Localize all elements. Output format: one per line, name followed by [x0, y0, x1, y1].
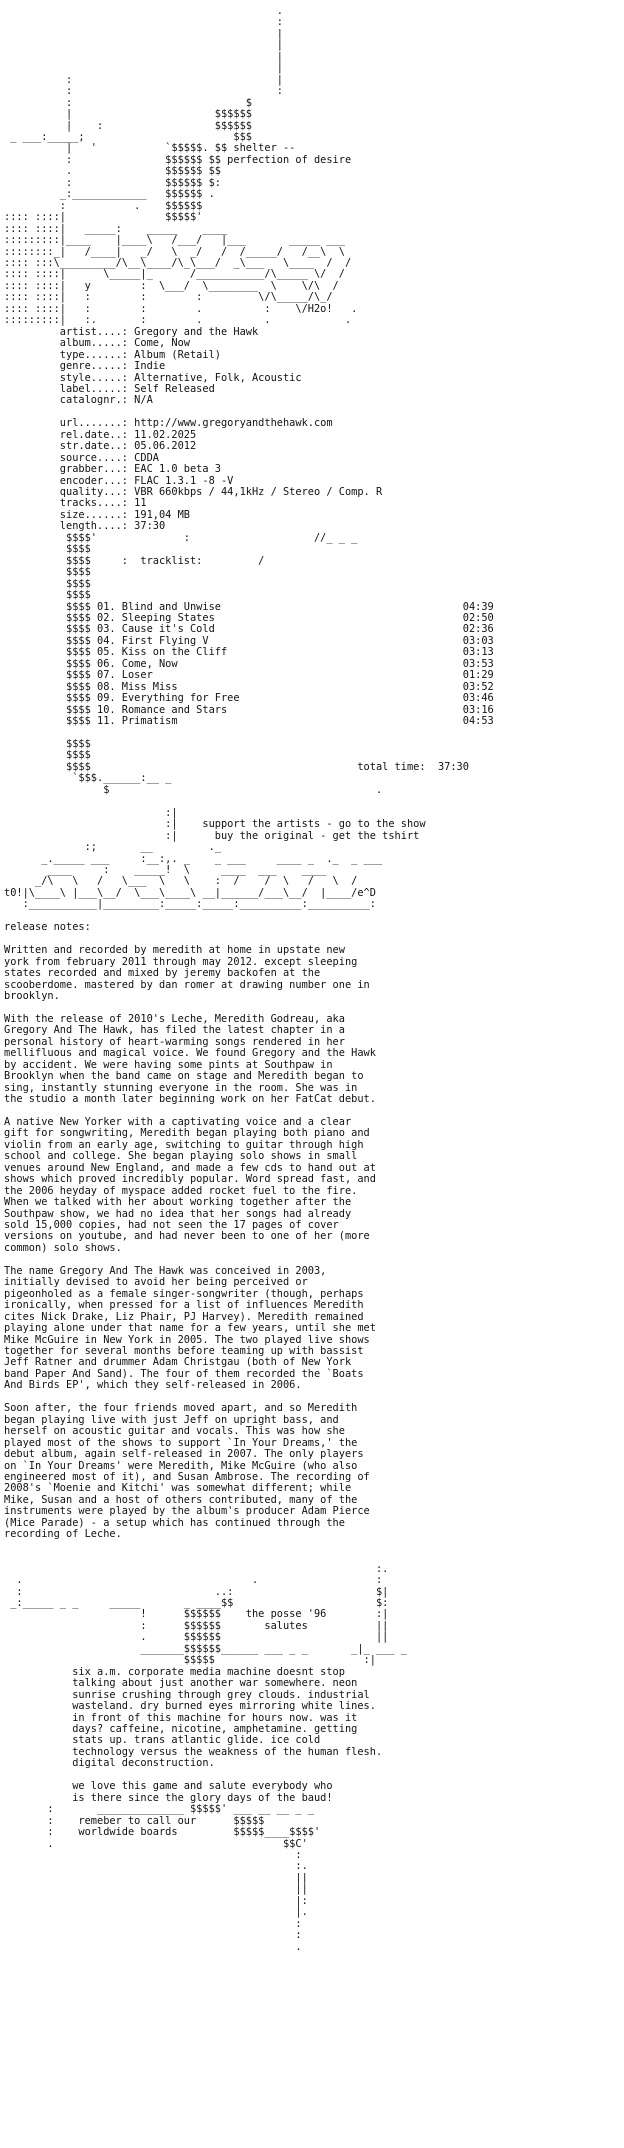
- info-block-line: url.......: http://www.gregoryandthehawk.com: [59, 417, 333, 430]
- release-notes-line: The name Gregory And The Hawk was conceived in 2003,: [4, 1264, 327, 1277]
- track-head-line: $$$$: [4, 589, 91, 602]
- release-notes-line: And Birds EP', which they self-released in 2006.: [4, 1379, 302, 1392]
- release-notes-line: gift for songwriting, Meredith began playing both piano and: [4, 1127, 370, 1140]
- release-notes-line: Gregory And The Hawk, has filed the latest chapter in a: [4, 1024, 345, 1037]
- header-art-line: | : $$$$$$: [65, 119, 252, 132]
- header-art-line: :::: ::::| y : \___/ \________ \ \/\ /: [4, 279, 339, 292]
- info-block-line: label.....: Self Released: [59, 382, 215, 395]
- release-notes-line: on `In Your Dreams' were Meredith, Mike McGuire (who also: [4, 1459, 358, 1472]
- header-art-line: : :: [65, 85, 283, 98]
- release-notes-line: began playing live with just Jeff on upright bass, and: [4, 1413, 339, 1426]
- closing-art-line: . $$C': [47, 1837, 308, 1850]
- footer-art-line: _/\ \ / \___ \ \ : / / \ / \ /: [34, 875, 358, 888]
- release-notes-line: together for several months before teaming up with bassist: [4, 1345, 364, 1358]
- closing-art-line: ||: [295, 1883, 308, 1896]
- release-notes-line: ironically, when pressed for a list of influences Meredith: [4, 1299, 364, 1312]
- tracklist: [4, 601, 494, 728]
- info-block-line: catalognr.: N/A: [59, 394, 153, 407]
- release-notes-line: violin from an early age, switching to guitar through high: [4, 1138, 364, 1151]
- header-art-line: :::: ::::| $$$$$': [4, 211, 203, 224]
- info-block-line: length....: 37:30: [4, 520, 166, 533]
- track-row: $$$$ 03. Cause it's Cold 02:36: [65, 623, 494, 636]
- info-block-line: encoder...: FLAC 1.3.1 -8 -V: [59, 474, 234, 487]
- posse-art-line: : ..: $|: [16, 1585, 389, 1598]
- release-notes-line: the 2006 heyday of myspace added rocket fuel to the fire.: [4, 1184, 358, 1197]
- release-notes-line: Mike McGuire in New York in 2005. The two played live shows: [4, 1333, 370, 1346]
- info-block-line: style.....: Alternative, Folk, Acoustic: [59, 371, 302, 384]
- release-notes-line: Southpaw show, we had no idea that her songs had already: [4, 1207, 352, 1220]
- total-time-row: $$$$ $$$$ $$$$ total time: 37:30 `$$$.______:__ _ $ .: [65, 738, 469, 796]
- release-notes-line: brooklyn.: [4, 989, 60, 1002]
- release-notes: [4, 944, 376, 1540]
- track-head-line: $$$$' : //_ _ _: [65, 531, 358, 544]
- release-notes-line: york from february 2011 through may 2012. except sleeping: [4, 955, 358, 968]
- posse-text: [4, 1666, 382, 1770]
- posse-art-line: . . :: [16, 1574, 383, 1587]
- posse-text-line: in front of this machine for hours now. was it: [72, 1711, 358, 1724]
- header-art-line: : $: [65, 96, 252, 109]
- release-notes-line: Mike, Susan and a host of others contributed, many of the: [4, 1493, 358, 1506]
- header-art-line: :::: :::\_________/\__\____/\_\___/ _\___ \____ / /: [4, 256, 352, 269]
- header-art-line: _ ___:_____; $$$: [10, 130, 252, 143]
- track-head-line: $$$$: [65, 543, 91, 556]
- release-notes-line: venues around New England, and made a few cds to hand out at: [4, 1161, 376, 1174]
- header-art-line: . $$$$$$ $$: [65, 165, 221, 178]
- header-art-line: :::: ::::| \_____|_ /___________/\_____ \/ /: [4, 268, 345, 281]
- release-notes-line: A native New Yorker with a captivating voice and a clear: [4, 1115, 352, 1128]
- footer-art-line: t0!|\____\ |___\__/ \___\____\ __|______/___\__/ |____/e^D: [4, 886, 376, 899]
- info-block-line: rel.date..: 11.02.2025: [59, 428, 197, 441]
- header-art-line: :::: ::::| _____: _____ ____: [4, 222, 228, 235]
- header-art-line: |: [276, 50, 283, 63]
- salute-text: [4, 1780, 333, 1803]
- header-art-line: |: [276, 27, 283, 40]
- posse-art-line: ! $$$$$$ the posse '96 :|: [140, 1608, 389, 1621]
- release-notes-title: release notes:: [4, 921, 91, 934]
- release-notes-line: sold 15,000 copies, had not seen the 17 pages of cover: [4, 1219, 339, 1232]
- info-block-line: str.date..: 05.06.2012: [59, 440, 197, 453]
- support-message: :| :| support the artists - go to the show :| buy the original - get the tshirt: [165, 806, 426, 842]
- release-notes-line: personal history of heart-warming songs rendered in her: [4, 1035, 345, 1048]
- posse-text-line: days? caffeine, nicotine, amphetamine. getting: [72, 1722, 358, 1735]
- posse-text-line: sunrise crushing through grey clouds. industrial: [72, 1688, 370, 1701]
- track-row: $$$$ 05. Kiss on the Cliff 03:13: [65, 646, 494, 659]
- info-block-line: source....: CDDA: [59, 451, 159, 464]
- release-notes-line: (Mice Parade) - a setup which has continued through the: [4, 1516, 345, 1529]
- header-art-line: : . $$$$$$: [59, 199, 203, 212]
- release-notes-line: playing alone under that name for a few years, until she met: [4, 1322, 376, 1335]
- release-notes-line: shows which proved incredibly popular. Word spread fast, and: [4, 1173, 376, 1186]
- salute-text-line: we love this game and salute everybody who: [72, 1780, 333, 1793]
- posse-ascii-art: [4, 1563, 407, 1667]
- posse-text-line: six a.m. corporate media machine doesnt stop: [72, 1665, 345, 1678]
- closing-art-line: : worldwide boards $$$$$____$$$$': [47, 1826, 321, 1839]
- track-row: $$$$ 08. Miss Miss 03:52: [65, 680, 494, 693]
- info-block-line: type......: Album (Retail): [59, 348, 221, 361]
- closing-art-line: .: [4, 1940, 302, 1953]
- closing-art-line: : remeber to call our $$$$$: [47, 1814, 265, 1827]
- header-art-line: : |: [65, 73, 283, 86]
- release-notes-line: 2008's `Moenie and Kitchi' was somewhat different; while: [4, 1482, 352, 1495]
- release-notes-line: initially devised to avoid her being perceived or: [4, 1276, 308, 1289]
- closing-art-line: :: [295, 1917, 302, 1930]
- posse-text-line: digital deconstruction.: [4, 1757, 215, 1770]
- release-notes-line: the studio a month later beginning work on her FatCat debut.: [4, 1093, 376, 1106]
- posse-art-line: _______$$$$$$______ ___ _ _ _|_ ___ _: [140, 1642, 407, 1655]
- posse-art-line: : $$$$$$ salutes ||: [140, 1619, 389, 1632]
- release-notes-line: by accident. We were having some pints at Southpaw in: [4, 1058, 333, 1071]
- footer-art-line: :; __ ._: [84, 841, 221, 854]
- header-art-line: _:____________ $$$$$$ .: [59, 188, 215, 201]
- header-art-line: : $$$$$$ $:: [65, 176, 221, 189]
- posse-text-line: wasteland. dry burned eyes mirroring white lines.: [72, 1700, 376, 1713]
- posse-art-line: . $$$$$$ ||: [140, 1631, 389, 1644]
- footer-art-line: ____ : _____! \ ____ ___ ____: [47, 863, 327, 876]
- release-notes-line: When we talked with her about working together after the: [4, 1196, 352, 1209]
- release-notes-line: cites Nick Drake, Liz Phair, PJ Harvey). Meredith remained: [4, 1310, 364, 1323]
- salute-text-line: is there since the glory days of the baud!: [4, 1791, 333, 1804]
- header-art-line: ::::::::_| /____| _/ \ _/ / /_____/ /__\ \: [4, 245, 345, 258]
- info-block-line: quality...: VBR 660kbps / 44,1kHz / Stereo / Comp. R: [59, 486, 383, 499]
- track-row: $$$$ 06. Come, Now 03:53: [65, 657, 494, 670]
- release-notes-line: states recorded and mixed by jeremy backofen at the: [4, 967, 321, 980]
- header-art-line: : $$$$$$ $$ perfection of desire: [65, 153, 352, 166]
- track-row: $$$$ 07. Loser 01:29: [65, 669, 494, 682]
- release-notes-line: scooberdome. mastered by dan romer at drawing number one in: [4, 978, 370, 991]
- release-notes-line: played most of the shows to support `In Your Dreams,' the: [4, 1436, 358, 1449]
- closing-art-line: :: [295, 1848, 302, 1861]
- posse-art-line: $$$$$ :|: [4, 1654, 376, 1667]
- tracklist-heading: [4, 532, 357, 601]
- track-row: $$$$ 09. Everything for Free 03:46: [65, 692, 494, 705]
- track-head-line: $$$$ : tracklist: /: [65, 554, 265, 567]
- closing-art-line: ||: [295, 1871, 308, 1884]
- header-art-line: |: [276, 62, 283, 75]
- track-head-line: $$$$: [65, 566, 91, 579]
- header-art-line: :: [276, 16, 283, 29]
- track-head-line: $$$$: [65, 577, 91, 590]
- track-row: $$$$ 02. Sleeping States 02:50: [65, 612, 494, 625]
- release-info-block: [4, 326, 382, 533]
- release-notes-line: sing, instantly stunning everyone in the room. She was in: [4, 1081, 358, 1094]
- release-notes-line: school and college. She began playing solo shows in small: [4, 1150, 358, 1163]
- header-art-line: :::: ::::| : : : \/\_____/\_/: [4, 291, 333, 304]
- release-notes-line: pigeonholed as a female singer-songwriter (though, perhaps: [4, 1287, 364, 1300]
- footer-ascii-art: [4, 841, 382, 910]
- closing-art-line: : ______________ $$$$$' ___ __ __ _ _: [47, 1803, 314, 1816]
- posse-art-line: :.: [375, 1562, 389, 1575]
- info-block-line: tracks....: 11: [59, 497, 147, 510]
- header-ascii-art: [4, 5, 357, 326]
- nfo-document: [4, 6, 494, 1953]
- header-art-line: .: [276, 5, 283, 17]
- header-art-line: :::::::::|____ |____\ /___/ |___ _____ ___: [4, 234, 345, 247]
- posse-text-line: talking about just another war somewhere. neon: [72, 1677, 358, 1690]
- info-block-line: size......: 191,04 MB: [59, 508, 190, 521]
- track-row: $$$$ 10. Romance and Stars 03:16: [65, 703, 494, 716]
- footer-art-line: _._____ ___ :__:,. _ _ ___ ____ _ ._ _ ___: [41, 852, 383, 865]
- header-art-line: :::: ::::| : : . : \/H2o! .: [4, 302, 358, 315]
- release-notes-line: herself on acoustic guitar and vocals. This was how she: [4, 1425, 345, 1438]
- release-notes-line: instruments were played by the album's producer Adam Pierce: [4, 1505, 370, 1518]
- info-block-line: grabber...: EAC 1.0 beta 3: [59, 463, 221, 476]
- header-art-line: |: [276, 39, 283, 52]
- header-art-line: | ' `$$$$$. $$ shelter --: [65, 142, 296, 155]
- release-notes-line: Soon after, the four friends moved apart, and so Meredith: [4, 1402, 358, 1415]
- release-notes-line: Written and recorded by meredith at home in upstate new: [4, 944, 345, 957]
- closing-art-line: |.: [295, 1906, 308, 1919]
- release-notes-line: Brooklyn when the band came on stage and Meredith began to: [4, 1070, 364, 1083]
- posse-text-line: stats up. trans atlantic glide. ice cold: [72, 1734, 321, 1747]
- closing-art-line: :: [295, 1929, 302, 1942]
- release-notes-line: engineered most of it), and Susan Ambrose. The recording of: [4, 1471, 370, 1483]
- info-block-line: album.....: Come, Now: [59, 337, 190, 350]
- header-art-line: :::::::::| :. : . . .: [4, 314, 352, 327]
- track-row: $$$$ 11. Primatism 04:53: [65, 715, 494, 728]
- closing-ascii-art: [4, 1803, 320, 1952]
- release-notes-line: band Paper And Sand). The four of them recorded the `Boats: [4, 1367, 364, 1380]
- track-row: $$$$ 01. Blind and Unwise 04:39: [65, 600, 494, 613]
- release-notes-line: versions on youtube, and had never been to one of her (more: [4, 1230, 370, 1243]
- footer-art-line: :___________|_________:_____:_____:__________:__________:: [4, 898, 376, 911]
- release-notes-line: Jeff Ratner and drummer Adam Christgau (both of New York: [4, 1356, 352, 1369]
- release-notes-line: With the release of 2010's Leche, Meredith Godreau, aka: [4, 1012, 345, 1025]
- closing-art-line: |:: [295, 1894, 308, 1907]
- release-notes-line: mellifluous and magical voice. We found Gregory and the Hawk: [4, 1047, 376, 1060]
- header-art-line: | $$$$$$: [65, 108, 252, 121]
- track-row: $$$$ 04. First Flying V 03:03: [65, 634, 494, 647]
- posse-art-line: _:_____ _ _ _____ _ ____$$ $:: [10, 1596, 389, 1609]
- release-notes-line: common) solo shows.: [4, 1241, 122, 1254]
- posse-text-line: technology versus the weakness of the human flesh.: [72, 1745, 383, 1758]
- release-notes-line: debut album, again self-released in 2007. The only players: [4, 1448, 364, 1461]
- info-block-line: artist....: Gregory and the Hawk: [59, 325, 259, 338]
- info-block-line: genre.....: Indie: [59, 360, 166, 373]
- release-notes-line: recording of Leche.: [4, 1528, 122, 1541]
- closing-art-line: :.: [295, 1860, 308, 1873]
